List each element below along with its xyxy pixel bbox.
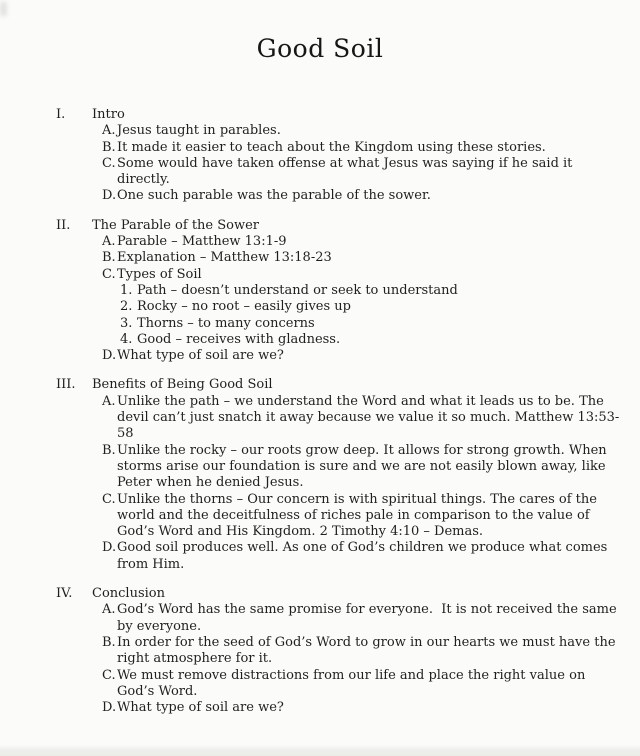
- item-text: One such parable was the parable of the sower.: [117, 188, 431, 204]
- item-text: Good soil produces well. As one of God’s children we produce what comes from Him.: [117, 540, 608, 572]
- item-text: Parable – Matthew 13:1-9: [117, 234, 287, 250]
- subitem-label: 2.: [120, 299, 133, 315]
- section-heading: Benefits of Being Good Soil: [92, 377, 273, 393]
- outline-subitem: [120, 299, 622, 315]
- item-label: C.: [102, 491, 116, 507]
- section-content: [92, 377, 622, 573]
- item-label: B.: [102, 442, 116, 458]
- item-label: B.: [102, 634, 116, 650]
- outline-item: [102, 234, 622, 250]
- item-text: Unlike the path – we understand the Word and what it leads us to be. The devil can’t just snatch it away because we value it so much. Matthew 13:53-58: [117, 393, 620, 442]
- section-heading: Conclusion: [92, 586, 165, 602]
- item-text: It made it easier to teach about the Kingdom using these stories.: [117, 139, 546, 155]
- item-label: B.: [102, 250, 116, 266]
- outline-item: [102, 668, 622, 701]
- section-heading: The Parable of the Sower: [92, 217, 260, 233]
- outline-item: [102, 492, 622, 541]
- outline-item: [102, 123, 622, 139]
- subitem-label: 4.: [120, 331, 133, 347]
- outline-section: [56, 107, 622, 205]
- scan-artifact-smudge: [0, 2, 7, 16]
- item-text: Some would have taken offense at what Jesus was saying if he said it directly.: [117, 155, 573, 188]
- outline-item: [102, 700, 622, 716]
- item-label: C.: [102, 667, 116, 683]
- item-text: What type of soil are we?: [117, 700, 284, 716]
- outline-section: [56, 377, 622, 573]
- outline-subitem: [120, 316, 622, 332]
- outline-subitem: [120, 283, 622, 299]
- item-label: A.: [102, 123, 116, 139]
- section-heading: Intro: [92, 107, 125, 122]
- scan-edge-shadow: [0, 745, 640, 756]
- section-numeral: II.: [56, 217, 71, 233]
- section-numeral: III.: [56, 377, 76, 393]
- outline-item: [102, 267, 622, 283]
- outline-item: [102, 540, 622, 573]
- item-label: D.: [102, 700, 117, 716]
- item-label: D.: [102, 188, 117, 204]
- item-text: Unlike the rocky – our roots grow deep. It allows for strong growth. When storms arise our foundation is sure and we are not easily blown away, like Peter when he denied Jesus.: [117, 442, 607, 491]
- outline-item: [102, 394, 622, 443]
- outline-item: [102, 348, 622, 364]
- subitem-text: Thorns – to many concerns: [137, 315, 315, 331]
- item-text: In order for the seed of God’s Word to grow in our hearts we must have the right atmosphere for it.: [117, 634, 616, 667]
- outline: [56, 107, 622, 716]
- outline-item: [102, 635, 622, 668]
- item-label: A.: [102, 393, 116, 409]
- item-label: A.: [102, 602, 116, 618]
- item-text: What type of soil are we?: [117, 348, 284, 364]
- item-label: A.: [102, 234, 116, 250]
- outline-subitem: [120, 332, 622, 348]
- outline-item: [102, 156, 622, 189]
- item-text: Types of Soil: [117, 266, 202, 282]
- item-label: D.: [102, 540, 117, 556]
- outline-section: [56, 218, 622, 365]
- item-text: We must remove distractions from our life and place the right value on God’s Word.: [117, 667, 586, 699]
- item-text: Unlike the thorns – Our concern is with spiritual things. The cares of the world and the deceitfulness of riches pale in comparison to the value of God’s Word and His Kingdom. 2 Timothy 4:10 – Demas.: [117, 491, 597, 540]
- section-content: [92, 218, 622, 365]
- subitem-label: 3.: [120, 315, 133, 331]
- outline-item: [102, 188, 622, 204]
- outline-item: [102, 602, 622, 635]
- item-text: Jesus taught in parables.: [117, 123, 281, 139]
- outline-item: [102, 443, 622, 492]
- section-numeral: IV.: [56, 586, 73, 602]
- subitem-text: Good – receives with gladness.: [137, 331, 341, 347]
- item-label: C.: [102, 266, 116, 282]
- outline-item: [102, 140, 622, 156]
- subitem-label: 1.: [120, 282, 133, 298]
- item-label: D.: [102, 348, 117, 364]
- subitem-text: Rocky – no root – easily gives up: [137, 299, 351, 315]
- subitem-text: Path – doesn’t understand or seek to understand: [137, 282, 458, 298]
- section-content: [92, 107, 622, 205]
- item-text: God’s Word has the same promise for everyone. It is not received the same by everyone.: [117, 602, 617, 634]
- item-label: C.: [102, 155, 116, 171]
- item-text: Explanation – Matthew 13:18-23: [117, 250, 332, 266]
- section-content: [92, 586, 622, 716]
- outline-item: [102, 250, 622, 266]
- page-title: Good Soil: [256, 34, 384, 63]
- outline-section: [56, 586, 622, 716]
- item-label: B.: [102, 139, 116, 155]
- section-numeral: I.: [56, 107, 66, 122]
